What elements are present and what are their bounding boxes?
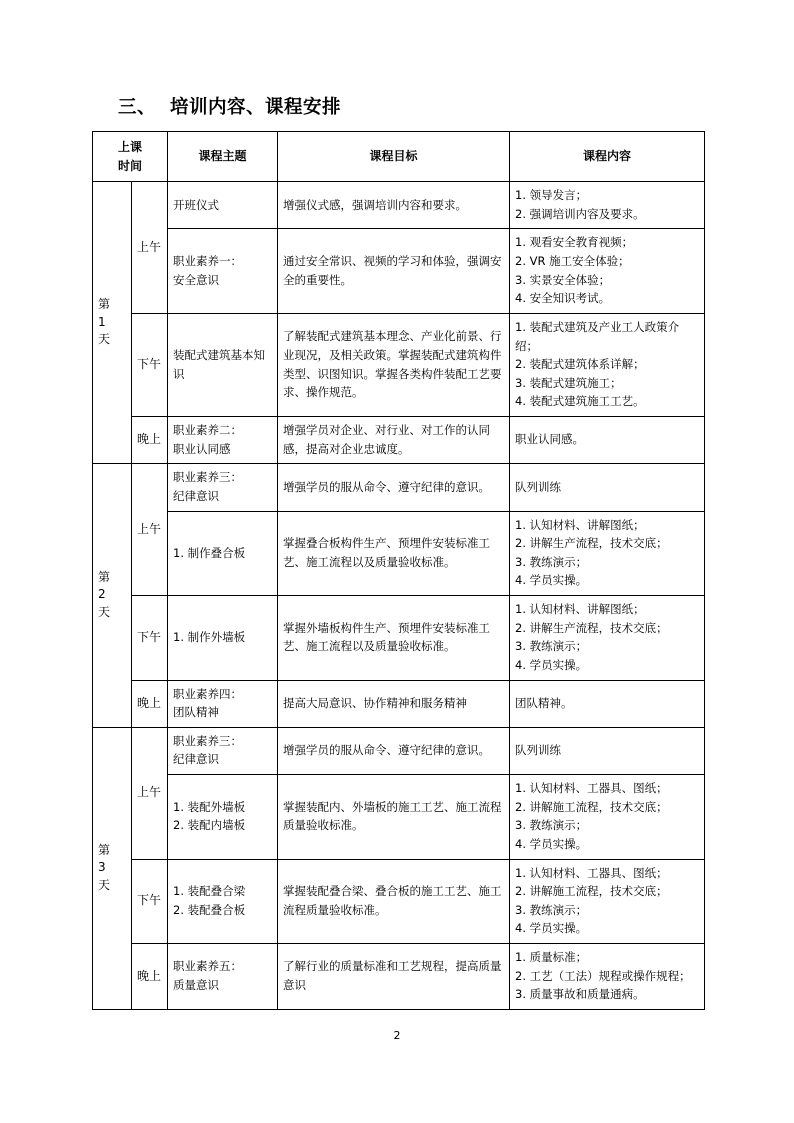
goal-cell: 掌握外墙板构件生产、预埋件安装标准工 艺、施工流程以及质量验收标准。	[278, 596, 510, 681]
header-goal: 课程目标	[278, 132, 510, 182]
goal-cell: 了解装配式建筑基本理念、产业化前景、行 业现况，及相关政策。掌握装配式建筑构件 类型、识图知识。掌握各类构件装配工艺要 求、操作规范。	[278, 313, 510, 416]
content-cell: 1. 观看安全教育视频； 2. VR 施工安全体验； 3. 实景安全体验； 4. 安全知识考试。	[510, 229, 705, 314]
table-body	[93, 182, 705, 1010]
content-cell: 1. 领导发言； 2. 强调培训内容及要求。	[510, 182, 705, 229]
day-label: 第 1 天	[93, 182, 132, 464]
goal-cell: 掌握装配内、外墙板的施工工艺、施工流程 质量验收标准。	[278, 775, 510, 860]
day-label: 第 2 天	[93, 464, 132, 728]
page-number: 2	[393, 1029, 401, 1042]
table-row	[93, 229, 705, 314]
goal-cell: 通过安全常识、视频的学习和体验，强调安 全的重要性。	[278, 229, 510, 314]
table-row	[93, 727, 705, 774]
content-cell: 团队精神。	[510, 680, 705, 727]
section-title: 培训内容、课程安排	[170, 97, 342, 118]
goal-cell: 增强学员的服从命令、遵守纪律的意识。	[278, 727, 510, 774]
time-slot: 下午	[132, 596, 168, 681]
goal-cell: 提高大局意识、协作精神和服务精神	[278, 680, 510, 727]
table-row	[93, 313, 705, 416]
header-time-line2: 时间	[118, 158, 143, 173]
table-row	[93, 859, 705, 944]
table-row	[93, 182, 705, 229]
topic-cell: 职业素养五： 质量意识	[168, 944, 278, 1010]
time-slot: 下午	[132, 313, 168, 416]
time-slot: 上午	[132, 727, 168, 859]
content-cell: 队列训练	[510, 727, 705, 774]
time-slot: 晚上	[132, 417, 168, 464]
goal-cell: 掌握装配叠合梁、叠合板的施工工艺、施工 流程质量验收标准。	[278, 859, 510, 944]
table-row	[93, 775, 705, 860]
header-topic: 课程主题	[168, 132, 278, 182]
time-slot: 晚上	[132, 944, 168, 1010]
table-row	[93, 511, 705, 596]
topic-cell: 装配式建筑基本知 识	[168, 313, 278, 416]
topic-cell: 职业素养三： 纪律意识	[168, 727, 278, 774]
table-row	[93, 680, 705, 727]
day-label: 第 3 天	[93, 727, 132, 1009]
time-slot: 上午	[132, 464, 168, 596]
topic-cell: 开班仪式	[168, 182, 278, 229]
time-slot: 上午	[132, 182, 168, 314]
goal-cell: 增强学员对企业、对行业、对工作的认同 感，提高对企业忠诚度。	[278, 417, 510, 464]
content-cell: 1. 认知材料、讲解图纸； 2. 讲解生产流程，技术交底； 3. 教练演示； 4. 学员实操。	[510, 511, 705, 596]
topic-cell: 1. 制作叠合板	[168, 511, 278, 596]
section-heading	[118, 93, 341, 119]
section-number: 三、	[118, 97, 157, 118]
header-time	[93, 132, 168, 182]
header-content: 课程内容	[510, 132, 705, 182]
training-schedule-table	[92, 131, 705, 1010]
content-cell: 1. 认知材料、工器具、图纸； 2. 讲解施工流程，技术交底； 3. 教练演示； 4. 学员实操。	[510, 859, 705, 944]
table-row	[93, 464, 705, 511]
topic-cell: 职业素养一： 安全意识	[168, 229, 278, 314]
content-cell: 队列训练	[510, 464, 705, 511]
topic-cell: 职业素养三： 纪律意识	[168, 464, 278, 511]
topic-cell: 职业素养四： 团队精神	[168, 680, 278, 727]
content-cell: 职业认同感。	[510, 417, 705, 464]
topic-cell: 1. 装配叠合梁 2. 装配叠合板	[168, 859, 278, 944]
goal-cell: 掌握叠合板构件生产、预埋件安装标准工 艺、施工流程以及质量验收标准。	[278, 511, 510, 596]
topic-cell: 职业素养二： 职业认同感	[168, 417, 278, 464]
goal-cell: 了解行业的质量标准和工艺规程，提高质量 意识	[278, 944, 510, 1010]
content-cell: 1. 认知材料、讲解图纸； 2. 讲解生产流程，技术交底； 3. 教练演示； 4. 学员实操。	[510, 596, 705, 681]
content-cell: 1. 认知材料、工器具、图纸； 2. 讲解施工流程，技术交底； 3. 教练演示； 4. 学员实操。	[510, 775, 705, 860]
goal-cell: 增强仪式感，强调培训内容和要求。	[278, 182, 510, 229]
table-row	[93, 417, 705, 464]
header-time-line1: 上课	[118, 140, 143, 154]
table-header-row	[93, 132, 705, 182]
content-cell: 1. 质量标准； 2. 工艺（工法）规程或操作规程； 3. 质量事故和质量通病。	[510, 944, 705, 1010]
time-slot: 下午	[132, 859, 168, 944]
time-slot: 晚上	[132, 680, 168, 727]
topic-cell: 1. 制作外墙板	[168, 596, 278, 681]
table-row	[93, 596, 705, 681]
table-row	[93, 944, 705, 1010]
topic-cell: 1. 装配外墙板 2. 装配内墙板	[168, 775, 278, 860]
content-cell: 1. 装配式建筑及产业工人政策介绍； 2. 装配式建筑体系详解； 3. 装配式建筑施工； 4. 装配式建筑施工工艺。	[510, 313, 705, 416]
goal-cell: 增强学员的服从命令、遵守纪律的意识。	[278, 464, 510, 511]
